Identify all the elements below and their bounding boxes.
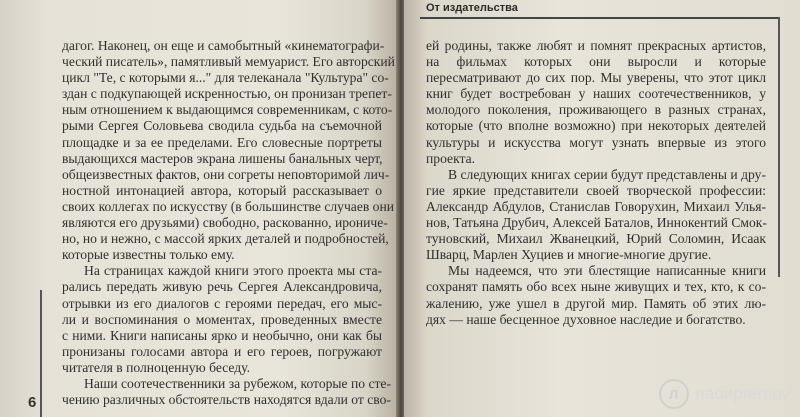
text-line: культуры и искусства могут узнать впервые из этого — [426, 134, 766, 150]
text-line: дях — наше бесценное духовное наследие и богатство. — [426, 311, 746, 327]
text-line: которые известны только ему. — [62, 247, 235, 263]
right-page — [404, 0, 800, 417]
text-line: Александр Абдулов, Станислав Говорухин, Михаил Улья- — [426, 198, 766, 214]
text-line: ей родины, также любят и помнят прекрасных артистов, — [426, 38, 766, 53]
text-line: отрывки из его диалогов с героями передач, его мыс- — [62, 295, 382, 311]
labirint-logo-icon: Л — [659, 379, 689, 409]
text-line: сохранят память обо всех ныне живущих и тех, кто, к со- — [426, 279, 766, 295]
text-line: туновский, Михаил Жванецкий, Юрий Соломин, Исаак — [426, 231, 766, 247]
text-line: на фильмах которых они выросли и которые — [426, 54, 766, 70]
text-line: ли и воспоминания о моментах, проведенных вместе — [62, 311, 382, 327]
text-line: цикл "Те, с которыми я..." для телеканала "Культура" со- — [62, 70, 389, 86]
text-line: проекта. — [426, 150, 476, 166]
right-page-body-text — [426, 38, 766, 328]
text-line: выдающихся мастеров экрана лишены банальных черт, — [62, 150, 383, 166]
text-line: нов, Татьяна Друбич, Алексей Баталов, Иннокентий Смок- — [426, 215, 767, 231]
text-line: дагог. Наконец, он еще и самобытный «кинематографи- — [62, 38, 385, 53]
right-margin-rule — [778, 17, 780, 277]
text-line: ческий писатель», памятливый мемуарист. Его авторский — [62, 54, 395, 70]
text-line: В следующих книгах серии будут представлены и дру- — [448, 166, 766, 182]
text-line: рыми Сергея Соловьева сводила судьба на съемочной — [62, 118, 382, 134]
text-line: но, но и нежно, с массой ярких деталей и подробностей, — [62, 231, 389, 247]
text-line: книг будет востребован у наших соотечественников, у — [426, 86, 766, 102]
text-line: пересматривают до сих пор. Мы уверены, что этот цикл — [426, 70, 766, 86]
text-line: чению различных обстоятельств находятся вдали от сво- — [62, 392, 391, 408]
text-line: являются его друзьями) свободно, раскованно, ирониче- — [62, 215, 388, 231]
left-page — [0, 0, 398, 417]
text-line: своих коллегах по искусству (в большинстве случаев они — [62, 198, 395, 214]
text-line: На страницах каждой книги этого проекта мы ста- — [84, 263, 382, 279]
text-line: здан с подкупающей искренностью, он пронизан трепет- — [62, 86, 392, 102]
text-line: читателя в полноценную беседу. — [62, 359, 250, 375]
text-line: Шварц, Марлен Хуциев и многие-многие другие. — [426, 247, 712, 263]
left-margin-rule — [40, 290, 42, 417]
text-line: гие яркие представители своей творческой профессии: — [426, 182, 766, 198]
text-line: пронизаны голосами автора и его героев, погружают — [62, 343, 382, 359]
text-line: молодого поколения, проживающего в разных странах, — [426, 102, 766, 118]
text-line: ным отношением к выдающимся современникам, с кото- — [62, 102, 393, 118]
text-line: которые (что вполне возможно) при некоторых деятелей — [426, 118, 766, 134]
running-header: От издательства — [426, 2, 518, 14]
watermark-text: лабиринт.ру — [694, 384, 790, 403]
header-rule — [420, 17, 780, 19]
text-line: с ними. Книги написаны ярко и необычно, они как бы — [62, 327, 382, 343]
text-line: жалению, уже ушел в другой мир. Память об этих лю- — [426, 295, 766, 311]
text-line: ностной интонацией автора, который рассказывает о — [62, 182, 382, 198]
text-line: Наши соотечественники за рубежом, которые по сте- — [84, 375, 391, 391]
text-line: Мы надеемся, что эти блестящие написанные книги — [448, 263, 766, 279]
page-number: 6 — [28, 394, 37, 411]
watermark — [659, 379, 790, 409]
text-line: рались передать живую речь Сергея Александровича, — [62, 279, 382, 295]
text-line: площадке и за ее пределами. Его словесные портреты — [62, 134, 382, 150]
left-page-body-text — [62, 38, 395, 408]
text-line: общеизвестных фактов, они согреты неповторимой лич- — [62, 166, 390, 182]
